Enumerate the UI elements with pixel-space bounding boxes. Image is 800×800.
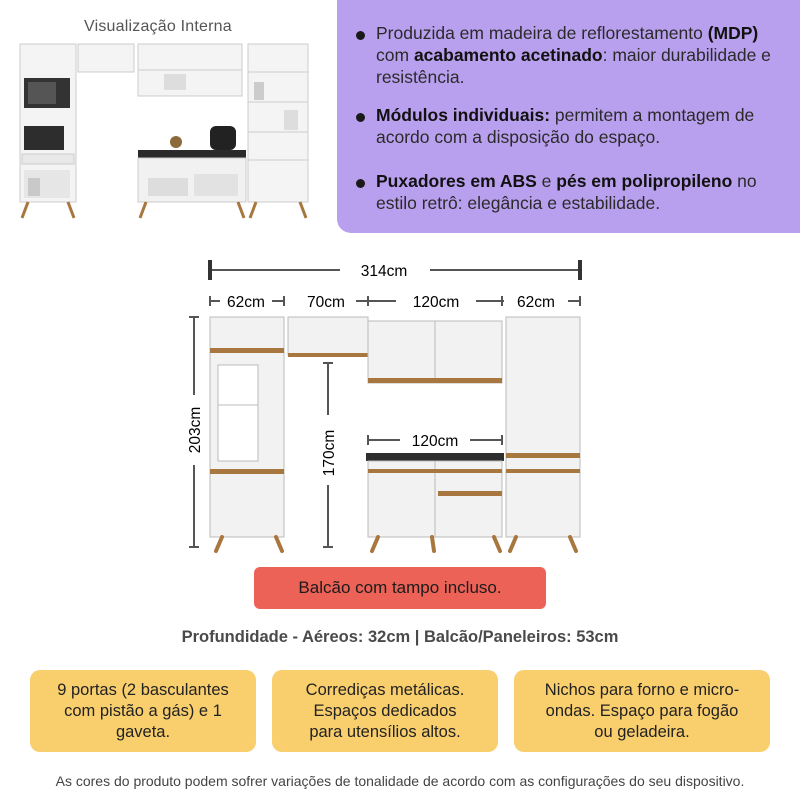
feature-text-1: Produzida em madeira de reflorestamento (MDP) com acabamento acetinado: maior durabilidade e resistência.: [376, 23, 771, 87]
slides-info-card: Corrediças metálicas. Espaços dedicados para utensílios altos.: [272, 670, 498, 752]
feature-text-2: Módulos individuais: permitem a montagem de acordo com a disposição do espaço.: [376, 105, 755, 147]
countertop-included-badge: Balcão com tampo incluso.: [254, 567, 546, 609]
internal-view-title: Visualização Interna: [84, 18, 232, 35]
total-width-label: 314cm: [360, 263, 408, 280]
niches-info-card: Nichos para forno e micro- ondas. Espaço para fogão ou geladeira.: [514, 670, 770, 752]
module-3-width-label: 120cm: [412, 294, 460, 311]
color-disclaimer: As cores do produto podem sofrer variações de tonalidade de acordo com as configurações do seu dispositivo.: [55, 773, 745, 789]
kitchen-dimension-drawing: [180, 255, 600, 565]
counter-width-label: 120cm: [411, 433, 459, 450]
bullet-icon: [356, 179, 365, 188]
counter-height-label: 170cm: [321, 429, 338, 477]
module-1-width-label: 62cm: [227, 294, 265, 311]
module-2-width-label: 70cm: [307, 294, 345, 311]
kitchen-internal-illustration: [14, 42, 332, 234]
module-4-width-label: 62cm: [517, 294, 555, 311]
depth-note: Profundidade - Aéreos: 32cm | Balcão/Paneleiros: 53cm: [181, 628, 619, 646]
bullet-icon: [356, 113, 365, 122]
feature-text-3: Puxadores em ABS e pés em polipropileno no estilo retrô: elegância e estabilidade.: [376, 171, 757, 213]
total-height-label: 203cm: [187, 406, 204, 454]
bullet-icon: [356, 31, 365, 40]
doors-info-card: 9 portas (2 basculantes com pistão a gás) e 1 gaveta.: [30, 670, 256, 752]
